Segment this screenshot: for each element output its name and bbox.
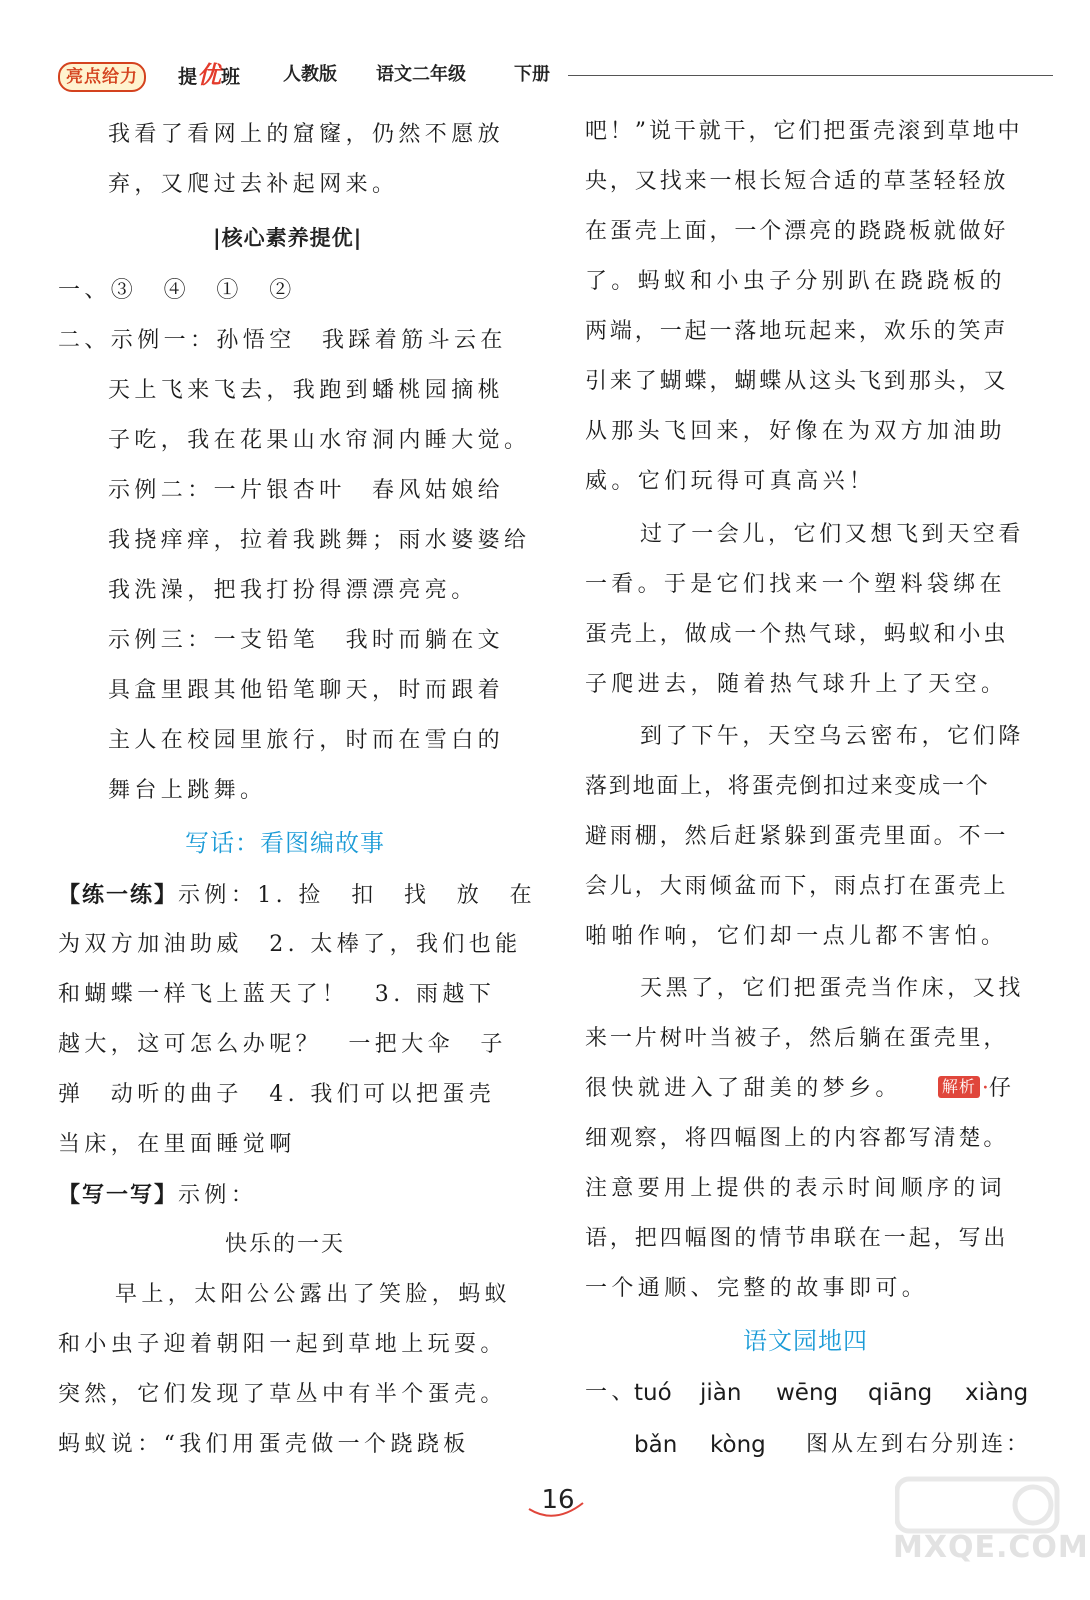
analysis-line: 细观察，将四幅图上的内容都写清楚。 <box>585 1126 1009 1151</box>
story-line: 了。蚂蚁和小虫子分别趴在跷跷板的 <box>585 269 1006 294</box>
practice-line: 当床，在里面睡觉啊 <box>58 1132 296 1157</box>
story-text: 很快就进入了甜美的梦乡。 <box>585 1076 902 1101</box>
watermark-logo <box>895 1475 1065 1535</box>
story-line: 避雨棚，然后赶紧躲到蛋壳里面。不一 <box>585 824 1009 849</box>
story-line: 引来了蝴蝶，蝴蝶从这头飞到那头，又 <box>585 369 1009 394</box>
pinyin-word: kòng <box>710 1432 766 1458</box>
story-line: 在蛋壳上面，一个漂亮的跷跷板就做好 <box>585 219 1009 244</box>
answer-q1: 一、③ ④ ① ② <box>58 278 296 303</box>
page-number-swoosh <box>525 1495 595 1523</box>
story-line: 和小虫子迎着朝阳一起到草地上玩耍。 <box>58 1332 507 1357</box>
practice-text: 示例：1. 捡 扣 找 放 在 <box>178 883 536 908</box>
answer-q2-line: 二、示例一：孙悟空 我踩着筋斗云在 <box>58 328 507 353</box>
brand-pre: 提 <box>178 66 198 88</box>
story-line: 从那头飞回来，好像在为双方加油助 <box>585 419 1006 444</box>
story-line: 落到地面上，将蛋壳倒扣过来变成一个 <box>585 774 990 799</box>
practice-line: 弹 动听的曲子 4. 我们可以把蛋壳 <box>58 1082 496 1107</box>
story-line: 会儿，大雨倾盆而下，雨点打在蛋壳上 <box>585 874 1009 899</box>
story-line: 子爬进去，随着热气球升上了天空。 <box>585 672 1008 697</box>
story-line: 一看。于是它们找来一个塑料袋绑在 <box>585 572 1006 597</box>
section-heading-write: 写话：看图编故事 <box>185 829 385 857</box>
story-line <box>585 1074 1015 1104</box>
answer-q2-line: 我洗澡，把我打扮得漂漂亮亮。 <box>108 578 478 603</box>
pinyin-word: jiàn <box>700 1380 742 1406</box>
section-heading-core: |核心素养提优| <box>213 226 363 250</box>
story-line: 威。它们玩得可真高兴！ <box>585 469 876 494</box>
answer-q2-line: 示例三：一支铅笔 我时而躺在文 <box>108 628 505 653</box>
write-line <box>58 1180 257 1211</box>
answer-q2-line: 天上飞来飞去，我跑到蟠桃园摘桃 <box>108 378 505 403</box>
pinyin-word: wēng <box>776 1380 839 1406</box>
analysis-text: 仔 <box>988 1076 1016 1101</box>
answer-q2-line: 示例二：一片银杏叶 春风姑娘给 <box>108 478 505 503</box>
practice-line <box>58 880 536 911</box>
analysis-line: 语，把四幅图的情节串联在一起，写出 <box>585 1226 1009 1251</box>
text-line: 弃，又爬过去补起网来。 <box>108 172 399 197</box>
pinyin-word: tuó <box>634 1380 672 1406</box>
header-rule <box>568 75 1053 76</box>
practice-line: 和蝴蝶一样飞上蓝天了！ 3. 雨越下 <box>58 982 496 1007</box>
story-line: 两端，一起一落地玩起来，欢乐的笑声 <box>585 319 1009 344</box>
watermark-url: MXQE.COM <box>893 1530 1089 1565</box>
pinyin-tail: 图从左到右分别连： <box>806 1432 1032 1457</box>
write-text: 示例： <box>178 1183 258 1208</box>
page-number: 16 <box>541 1485 575 1515</box>
answer-q2-line: 具盒里跟其他铅笔聊天，时而跟着 <box>108 678 505 703</box>
story-line: 突然，它们发现了草丛中有半个蛋壳。 <box>58 1382 507 1407</box>
story-line: 蛋壳上，做成一个热气球，蚂蚁和小虫 <box>585 622 1009 647</box>
pinyin-word: xiàng <box>965 1380 1029 1406</box>
practice-line: 为双方加油助威 2. 太棒了，我们也能 <box>58 932 522 957</box>
story-line: 啪啪作响，它们却一点儿都不害怕。 <box>585 924 1008 949</box>
story-line: 到了下午，天空乌云密布，它们降 <box>640 724 1025 749</box>
story-line: 过了一会儿，它们又想飞到天空看 <box>640 522 1025 547</box>
practice-line: 越大，这可怎么办呢？ 一把大伞 子 <box>58 1032 507 1057</box>
story-line: 央，又找来一根长短合适的草茎轻轻放 <box>585 169 1009 194</box>
analysis-line: 一个通顺、完整的故事即可。 <box>585 1276 929 1301</box>
series-logo-badge: 亮点给力 <box>58 62 146 92</box>
story-line: 吧！”说干就干，它们把蛋壳滚到草地中 <box>585 119 1023 144</box>
text-line: 我看了看网上的窟窿，仍然不愿放 <box>108 122 505 147</box>
analysis-dot: · <box>981 1076 989 1101</box>
story-title: 快乐的一天 <box>225 1232 346 1257</box>
brand-highlight: 优 <box>197 61 222 89</box>
answer-q2-line: 舞台上跳舞。 <box>108 778 267 803</box>
pinyin-word: qiāng <box>868 1380 933 1406</box>
analysis-badge: 解析 <box>938 1076 980 1098</box>
section-heading-garden: 语文园地四 <box>743 1327 868 1355</box>
pinyin-prefix: 一、 <box>585 1380 638 1405</box>
write-tag: 【写一写】 <box>58 1182 179 1208</box>
practice-tag: 【练一练】 <box>58 882 179 908</box>
answer-q2-line: 主人在校园里旅行，时而在雪白的 <box>108 728 505 753</box>
analysis-line: 注意要用上提供的表示时间顺序的词 <box>585 1176 1006 1201</box>
brand-post: 班 <box>221 66 241 88</box>
volume-label: 下册 <box>514 64 550 85</box>
story-line: 来一片树叶当被子，然后躺在蛋壳里， <box>585 1026 1009 1051</box>
edition-label: 人教版 <box>283 64 337 85</box>
story-line: 蚂蚁说：“我们用蛋壳做一个跷跷板 <box>58 1432 470 1457</box>
answer-q2-line: 我挠痒痒，拉着我跳舞；雨水婆婆给 <box>108 528 531 553</box>
brand-title <box>178 60 240 92</box>
pinyin-word: bǎn <box>634 1432 678 1458</box>
page-header <box>58 58 1053 92</box>
subject-label: 语文二年级 <box>376 64 466 85</box>
story-line: 早上，太阳公公露出了笑脸，蚂蚁 <box>115 1282 512 1307</box>
answer-q2-line: 子吃，我在花果山水帘洞内睡大觉。 <box>108 428 531 453</box>
story-line: 天黑了，它们把蛋壳当作床，又找 <box>640 976 1025 1001</box>
